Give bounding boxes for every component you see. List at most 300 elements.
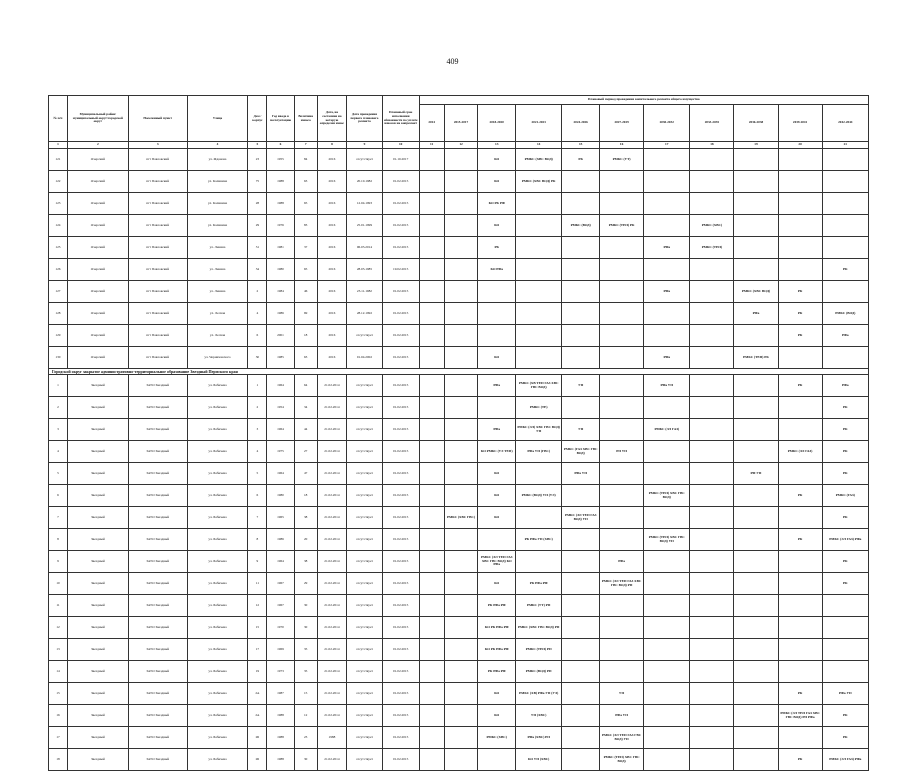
table-cell: [444, 215, 478, 237]
table-cell: 46: [294, 281, 317, 303]
table-cell: Звездный: [67, 419, 128, 441]
table-cell: 34: [294, 397, 317, 419]
column-number: 11: [419, 142, 444, 149]
table-row: [49, 215, 869, 237]
table-cell: 1967: [267, 573, 294, 595]
table-cell: [734, 193, 778, 215]
table-cell: ул. Ленина: [187, 259, 248, 281]
table-cell: ул. Бабичева: [187, 683, 248, 705]
table-cell: 6: [248, 485, 267, 507]
table-cell: 01.02.2015: [382, 683, 419, 705]
table-cell: отсутствует: [347, 661, 383, 683]
table-row: [49, 397, 869, 419]
table-cell: ул. Бабичева: [187, 573, 248, 595]
table-cell: [419, 375, 444, 397]
table-cell: 2: [248, 397, 267, 419]
column-number: 2: [67, 142, 128, 149]
table-cell: [734, 749, 778, 771]
table-cell: [600, 193, 644, 215]
table-cell: ЗАТО Звездный: [128, 661, 187, 683]
period-header: 2024-2026: [562, 105, 600, 142]
column-number: 21: [822, 142, 868, 149]
table-cell: 8: [49, 529, 68, 551]
table-cell: 01.02.2015: [382, 303, 419, 325]
table-cell: [778, 237, 822, 259]
table-cell: ЗАТО Звездный: [128, 705, 187, 727]
table-cell: РМКС (ГАЗ ХВС ГВС ВОД): [562, 441, 600, 463]
table-cell: [734, 727, 778, 749]
table-cell: [419, 171, 444, 193]
table-cell: 1981: [267, 237, 294, 259]
table-cell: [778, 215, 822, 237]
table-cell: [690, 485, 734, 507]
table-cell: ул. Бабичева: [187, 727, 248, 749]
table-cell: 1985: [267, 347, 294, 369]
table-cell: [734, 419, 778, 441]
table-cell: 1964: [267, 463, 294, 485]
table-cell: [562, 683, 600, 705]
table-cell: ул. Бабичева: [187, 639, 248, 661]
table-cell: 3: [248, 419, 267, 441]
page-number: 409: [446, 57, 459, 66]
table-cell: РМКС (ТЕП) РК: [734, 347, 778, 369]
table-cell: [690, 595, 734, 617]
table-cell: [600, 595, 644, 617]
table-cell: [822, 193, 868, 215]
table-cell: Звездный: [67, 507, 128, 529]
table-cell: Звездный: [67, 573, 128, 595]
table-cell: ул. Бабичева: [187, 529, 248, 551]
table-cell: РФа: [822, 325, 868, 347]
table-cell: [644, 727, 690, 749]
table-cell: [419, 551, 444, 573]
table-cell: РК: [778, 683, 822, 705]
table-cell: КО: [478, 705, 516, 727]
table-cell: 21.02.2014: [317, 375, 346, 397]
table-cell: РК: [778, 303, 822, 325]
table-cell: [562, 727, 600, 749]
table-cell: [516, 237, 562, 259]
table-cell: пгт Павловский: [128, 237, 187, 259]
table-cell: 2Б: [248, 727, 267, 749]
table-row: [49, 661, 869, 683]
table-cell: Очерский: [67, 237, 128, 259]
table-cell: ЗАТО Звездный: [128, 551, 187, 573]
table-cell: [444, 149, 478, 171]
table-cell: Очерский: [67, 325, 128, 347]
table-cell: 1973: [267, 661, 294, 683]
table-cell: 1964: [267, 551, 294, 573]
table-cell: 21.02.2014: [317, 683, 346, 705]
table-cell: 30: [294, 595, 317, 617]
table-cell: 1954: [267, 397, 294, 419]
column-number: 8: [317, 142, 346, 149]
table-cell: [419, 441, 444, 463]
table-cell: [690, 727, 734, 749]
table-cell: 21.02.2014: [317, 441, 346, 463]
table-cell: [690, 749, 734, 771]
table-cell: КО: [478, 347, 516, 369]
table-cell: [562, 485, 600, 507]
table-cell: 2016: [317, 171, 346, 193]
header-cell: № п/п: [49, 96, 68, 142]
table-cell: [419, 303, 444, 325]
table-cell: [419, 149, 444, 171]
table-cell: 123: [49, 193, 68, 215]
table-cell: РМКС (ЭЛ ГАЗ): [644, 419, 690, 441]
table-cell: 20: [294, 529, 317, 551]
table-cell: 1987: [267, 683, 294, 705]
table-cell: [562, 595, 600, 617]
header-cell: Населенный пункт: [128, 96, 187, 142]
table-cell: [778, 661, 822, 683]
table-cell: [562, 193, 600, 215]
table-cell: 21.02.2014: [317, 705, 346, 727]
table-cell: РМКС (ЭЛ ГАЗ) РФа: [822, 529, 868, 551]
table-cell: КО УП (ХВС): [516, 749, 562, 771]
table-cell: [644, 573, 690, 595]
table-cell: 2016: [317, 149, 346, 171]
table-cell: ул. Ленина: [187, 281, 248, 303]
table-cell: 11: [248, 573, 267, 595]
table-cell: 30: [248, 347, 267, 369]
table-cell: [478, 529, 516, 551]
table-cell: [444, 683, 478, 705]
table-cell: [478, 397, 516, 419]
table-row: [49, 529, 869, 551]
table-row: [49, 639, 869, 661]
table-cell: 8: [248, 529, 267, 551]
table-cell: 15: [49, 683, 68, 705]
table-cell: 01.02.2015: [382, 639, 419, 661]
column-number: 1: [49, 142, 68, 149]
table-cell: КО РК РФа РФ: [478, 617, 516, 639]
table-cell: РК РФа РФ: [478, 595, 516, 617]
table-cell: отсутствует: [347, 551, 383, 573]
period-header: 2027-2029: [600, 105, 644, 142]
table-row: [49, 419, 869, 441]
table-cell: [778, 149, 822, 171]
table-cell: КО РК РФ: [478, 193, 516, 215]
table-cell: [478, 281, 516, 303]
table-cell: [644, 171, 690, 193]
table-cell: [516, 259, 562, 281]
table-cell: [419, 617, 444, 639]
table-cell: [562, 237, 600, 259]
table-cell: [600, 639, 644, 661]
table-cell: РФа: [644, 237, 690, 259]
table-cell: РК РФа РФ: [478, 661, 516, 683]
table-cell: [600, 397, 644, 419]
table-cell: 21.02.2014: [317, 573, 346, 595]
table-cell: Звездный: [67, 485, 128, 507]
table-cell: 21.02.2014: [317, 551, 346, 573]
table-cell: 01.02.2015: [382, 419, 419, 441]
table-row: [49, 347, 869, 369]
table-cell: ул. Бабичева: [187, 749, 248, 771]
table-cell: [690, 149, 734, 171]
table-cell: 38: [294, 507, 317, 529]
table-cell: отсутствует: [347, 149, 383, 171]
table-cell: [419, 397, 444, 419]
table-row: [49, 281, 869, 303]
table-cell: [600, 529, 644, 551]
table-cell: [478, 749, 516, 771]
table-cell: [419, 595, 444, 617]
header-cell: Дом / корпус: [248, 96, 267, 142]
table-cell: РК: [478, 237, 516, 259]
table-cell: [822, 347, 868, 369]
table-cell: ЗАТО Звездный: [128, 573, 187, 595]
table-cell: РФа: [734, 303, 778, 325]
table-cell: [644, 441, 690, 463]
table-cell: 125: [49, 237, 68, 259]
table-cell: ул. Жданова: [187, 149, 248, 171]
table-cell: ЗАТО Звездный: [128, 419, 187, 441]
table-cell: 47: [294, 463, 317, 485]
table-cell: 01.02.2015: [382, 347, 419, 369]
table-cell: [734, 639, 778, 661]
table-cell: РК РФа РФ: [516, 573, 562, 595]
table-cell: ул. Лесная: [187, 303, 248, 325]
table-cell: РК: [822, 573, 868, 595]
table-cell: [516, 507, 562, 529]
table-cell: Очерский: [67, 149, 128, 171]
table-cell: [600, 281, 644, 303]
table-cell: КО: [478, 171, 516, 193]
table-cell: 01.02.2015: [382, 375, 419, 397]
table-cell: 28.12.1992: [347, 303, 383, 325]
table-cell: 12: [248, 595, 267, 617]
table-cell: 130: [49, 347, 68, 369]
table-cell: ЗАТО Звездный: [128, 639, 187, 661]
table-cell: РМКС (ВОД): [562, 215, 600, 237]
table-cell: 01.02.2015: [382, 749, 419, 771]
table-cell: [444, 463, 478, 485]
table-cell: 01.02.2015: [382, 595, 419, 617]
table-cell: ЗАТО Звездный: [128, 375, 187, 397]
table-cell: УП: [562, 419, 600, 441]
table-cell: 1988: [267, 749, 294, 771]
table-cell: РФа: [644, 347, 690, 369]
table-cell: РМКС (ЭЛ ГАЗ): [778, 441, 822, 463]
table-cell: отсутствует: [347, 639, 383, 661]
table-cell: отсутствует: [347, 749, 383, 771]
table-cell: 129: [49, 325, 68, 347]
table-cell: [562, 281, 600, 303]
table-cell: 01.02.2015: [382, 573, 419, 595]
table-cell: [644, 749, 690, 771]
table-row: [49, 237, 869, 259]
table-cell: РК: [778, 375, 822, 397]
table-cell: [562, 171, 600, 193]
table-cell: [444, 237, 478, 259]
table-cell: 21.02.2014: [317, 639, 346, 661]
table-cell: РК: [822, 705, 868, 727]
table-cell: 83: [294, 215, 317, 237]
table-cell: 01.02.2015: [382, 529, 419, 551]
header-cell: Плановый срок исполнения обязанности по уплате взносов на капремонт: [382, 96, 419, 142]
table-cell: [562, 259, 600, 281]
table-cell: [444, 193, 478, 215]
table-cell: [419, 325, 444, 347]
table-cell: [734, 215, 778, 237]
table-cell: РМКС (ЭЛ ТЕП ГАЗ ХВС ГВС ВОД) КО РФа: [478, 551, 516, 573]
table-cell: [778, 397, 822, 419]
table-cell: 2А: [248, 705, 267, 727]
table-cell: 2Б: [248, 749, 267, 771]
table-cell: [690, 375, 734, 397]
table-cell: [562, 551, 600, 573]
table-cell: пгт Павловский: [128, 149, 187, 171]
table-cell: отсутствует: [347, 325, 383, 347]
table-cell: 64: [294, 375, 317, 397]
table-cell: [600, 259, 644, 281]
table-cell: РФа: [478, 375, 516, 397]
table-cell: [734, 397, 778, 419]
column-number: 19: [734, 142, 778, 149]
table-cell: УП (ХВС): [516, 705, 562, 727]
table-cell: [516, 325, 562, 347]
table-cell: 21.02.2014: [317, 463, 346, 485]
table-cell: пгт Павловский: [128, 303, 187, 325]
table-cell: [419, 237, 444, 259]
table-cell: отсутствует: [347, 529, 383, 551]
table-cell: ул. Бабичева: [187, 595, 248, 617]
table-cell: [690, 573, 734, 595]
table-cell: 21.02.2014: [317, 617, 346, 639]
table-cell: 21.02.2014: [317, 507, 346, 529]
table-cell: 124: [49, 215, 68, 237]
table-cell: [419, 215, 444, 237]
column-number: 13: [478, 142, 516, 149]
table-cell: [734, 705, 778, 727]
table-cell: [644, 639, 690, 661]
table-row: [49, 617, 869, 639]
table-cell: 126: [49, 259, 68, 281]
table-cell: [690, 551, 734, 573]
table-cell: отсутствует: [347, 507, 383, 529]
table-cell: 12.04.1993: [347, 193, 383, 215]
header-cell: Дата проведения первого планового ремонта: [347, 96, 383, 142]
table-cell: [822, 639, 868, 661]
table-cell: ул. Бабичева: [187, 617, 248, 639]
table-cell: отсутствует: [347, 397, 383, 419]
table-cell: РК: [822, 507, 868, 529]
table-cell: 2А: [248, 683, 267, 705]
table-cell: 01.02.2015: [382, 727, 419, 749]
table-cell: Звездный: [67, 661, 128, 683]
table-cell: Очерский: [67, 215, 128, 237]
table-cell: ул. Бабичева: [187, 551, 248, 573]
table-cell: [600, 171, 644, 193]
table-cell: ЗАТО Звездный: [128, 595, 187, 617]
header-cell: Дата, на состояние на которую определен износ: [317, 96, 346, 142]
table-cell: [644, 617, 690, 639]
table-cell: [734, 441, 778, 463]
table-cell: [734, 551, 778, 573]
table-cell: 01.02.2015: [382, 325, 419, 347]
table-cell: Звездный: [67, 397, 128, 419]
table-cell: РМКС (ЭЛ ТЕП ГАЗ ХВС ГВС ВОД) РП: [600, 573, 644, 595]
table-cell: [444, 259, 478, 281]
table-cell: [734, 149, 778, 171]
table-cell: 01.02.2015: [382, 485, 419, 507]
table-cell: [562, 573, 600, 595]
table-cell: [734, 325, 778, 347]
table-cell: РМКС (ВОД) УП (УЭ): [516, 485, 562, 507]
table-row: [49, 683, 869, 705]
table-cell: 1955: [267, 149, 294, 171]
table-cell: отсутствует: [347, 573, 383, 595]
table-cell: 1976: [267, 215, 294, 237]
table-cell: 21.02.2014: [317, 397, 346, 419]
column-number: 16: [600, 142, 644, 149]
table-row: [49, 375, 869, 397]
table-cell: [444, 529, 478, 551]
table-cell: 01.02.2015: [382, 237, 419, 259]
table-cell: [690, 281, 734, 303]
table-cell: КО: [478, 507, 516, 529]
table-cell: [690, 507, 734, 529]
table-cell: [419, 259, 444, 281]
table-cell: 63: [294, 347, 317, 369]
table-cell: 1: [248, 375, 267, 397]
table-cell: РК: [822, 419, 868, 441]
table-cell: [822, 171, 868, 193]
table-cell: УП: [562, 375, 600, 397]
table-cell: 63: [294, 171, 317, 193]
table-row: [49, 463, 869, 485]
table-cell: отсутствует: [347, 485, 383, 507]
table-row: [49, 595, 869, 617]
table-cell: 2016: [317, 237, 346, 259]
table-cell: [644, 683, 690, 705]
table-cell: 128: [49, 303, 68, 325]
header-cell: Муниципальный район/муниципальный округ/городской округ: [67, 96, 128, 142]
table-cell: 18: [294, 325, 317, 347]
table-cell: 12: [49, 617, 68, 639]
table-cell: [734, 595, 778, 617]
table-row: [49, 507, 869, 529]
table-cell: 01.02.2015: [382, 193, 419, 215]
table-cell: [562, 325, 600, 347]
header-cell: Улица: [187, 96, 248, 142]
table-cell: 1988: [267, 171, 294, 193]
table-cell: 1975: [267, 441, 294, 463]
table-cell: 1967: [267, 595, 294, 617]
table-cell: отсутствует: [347, 595, 383, 617]
table-cell: [444, 617, 478, 639]
table-cell: [778, 259, 822, 281]
table-cell: 122: [49, 171, 68, 193]
table-cell: 84: [294, 149, 317, 171]
table-cell: [778, 639, 822, 661]
table-cell: [516, 303, 562, 325]
table-cell: отсутствует: [347, 617, 383, 639]
table-cell: [734, 683, 778, 705]
table-cell: РК: [778, 281, 822, 303]
table-cell: [690, 419, 734, 441]
table-cell: [444, 639, 478, 661]
table-cell: Звездный: [67, 441, 128, 463]
table-cell: [419, 193, 444, 215]
table-cell: 01.02.2015: [382, 463, 419, 485]
table-cell: [444, 441, 478, 463]
table-cell: [690, 259, 734, 281]
column-number: 20: [778, 142, 822, 149]
table-cell: 19: [248, 661, 267, 683]
